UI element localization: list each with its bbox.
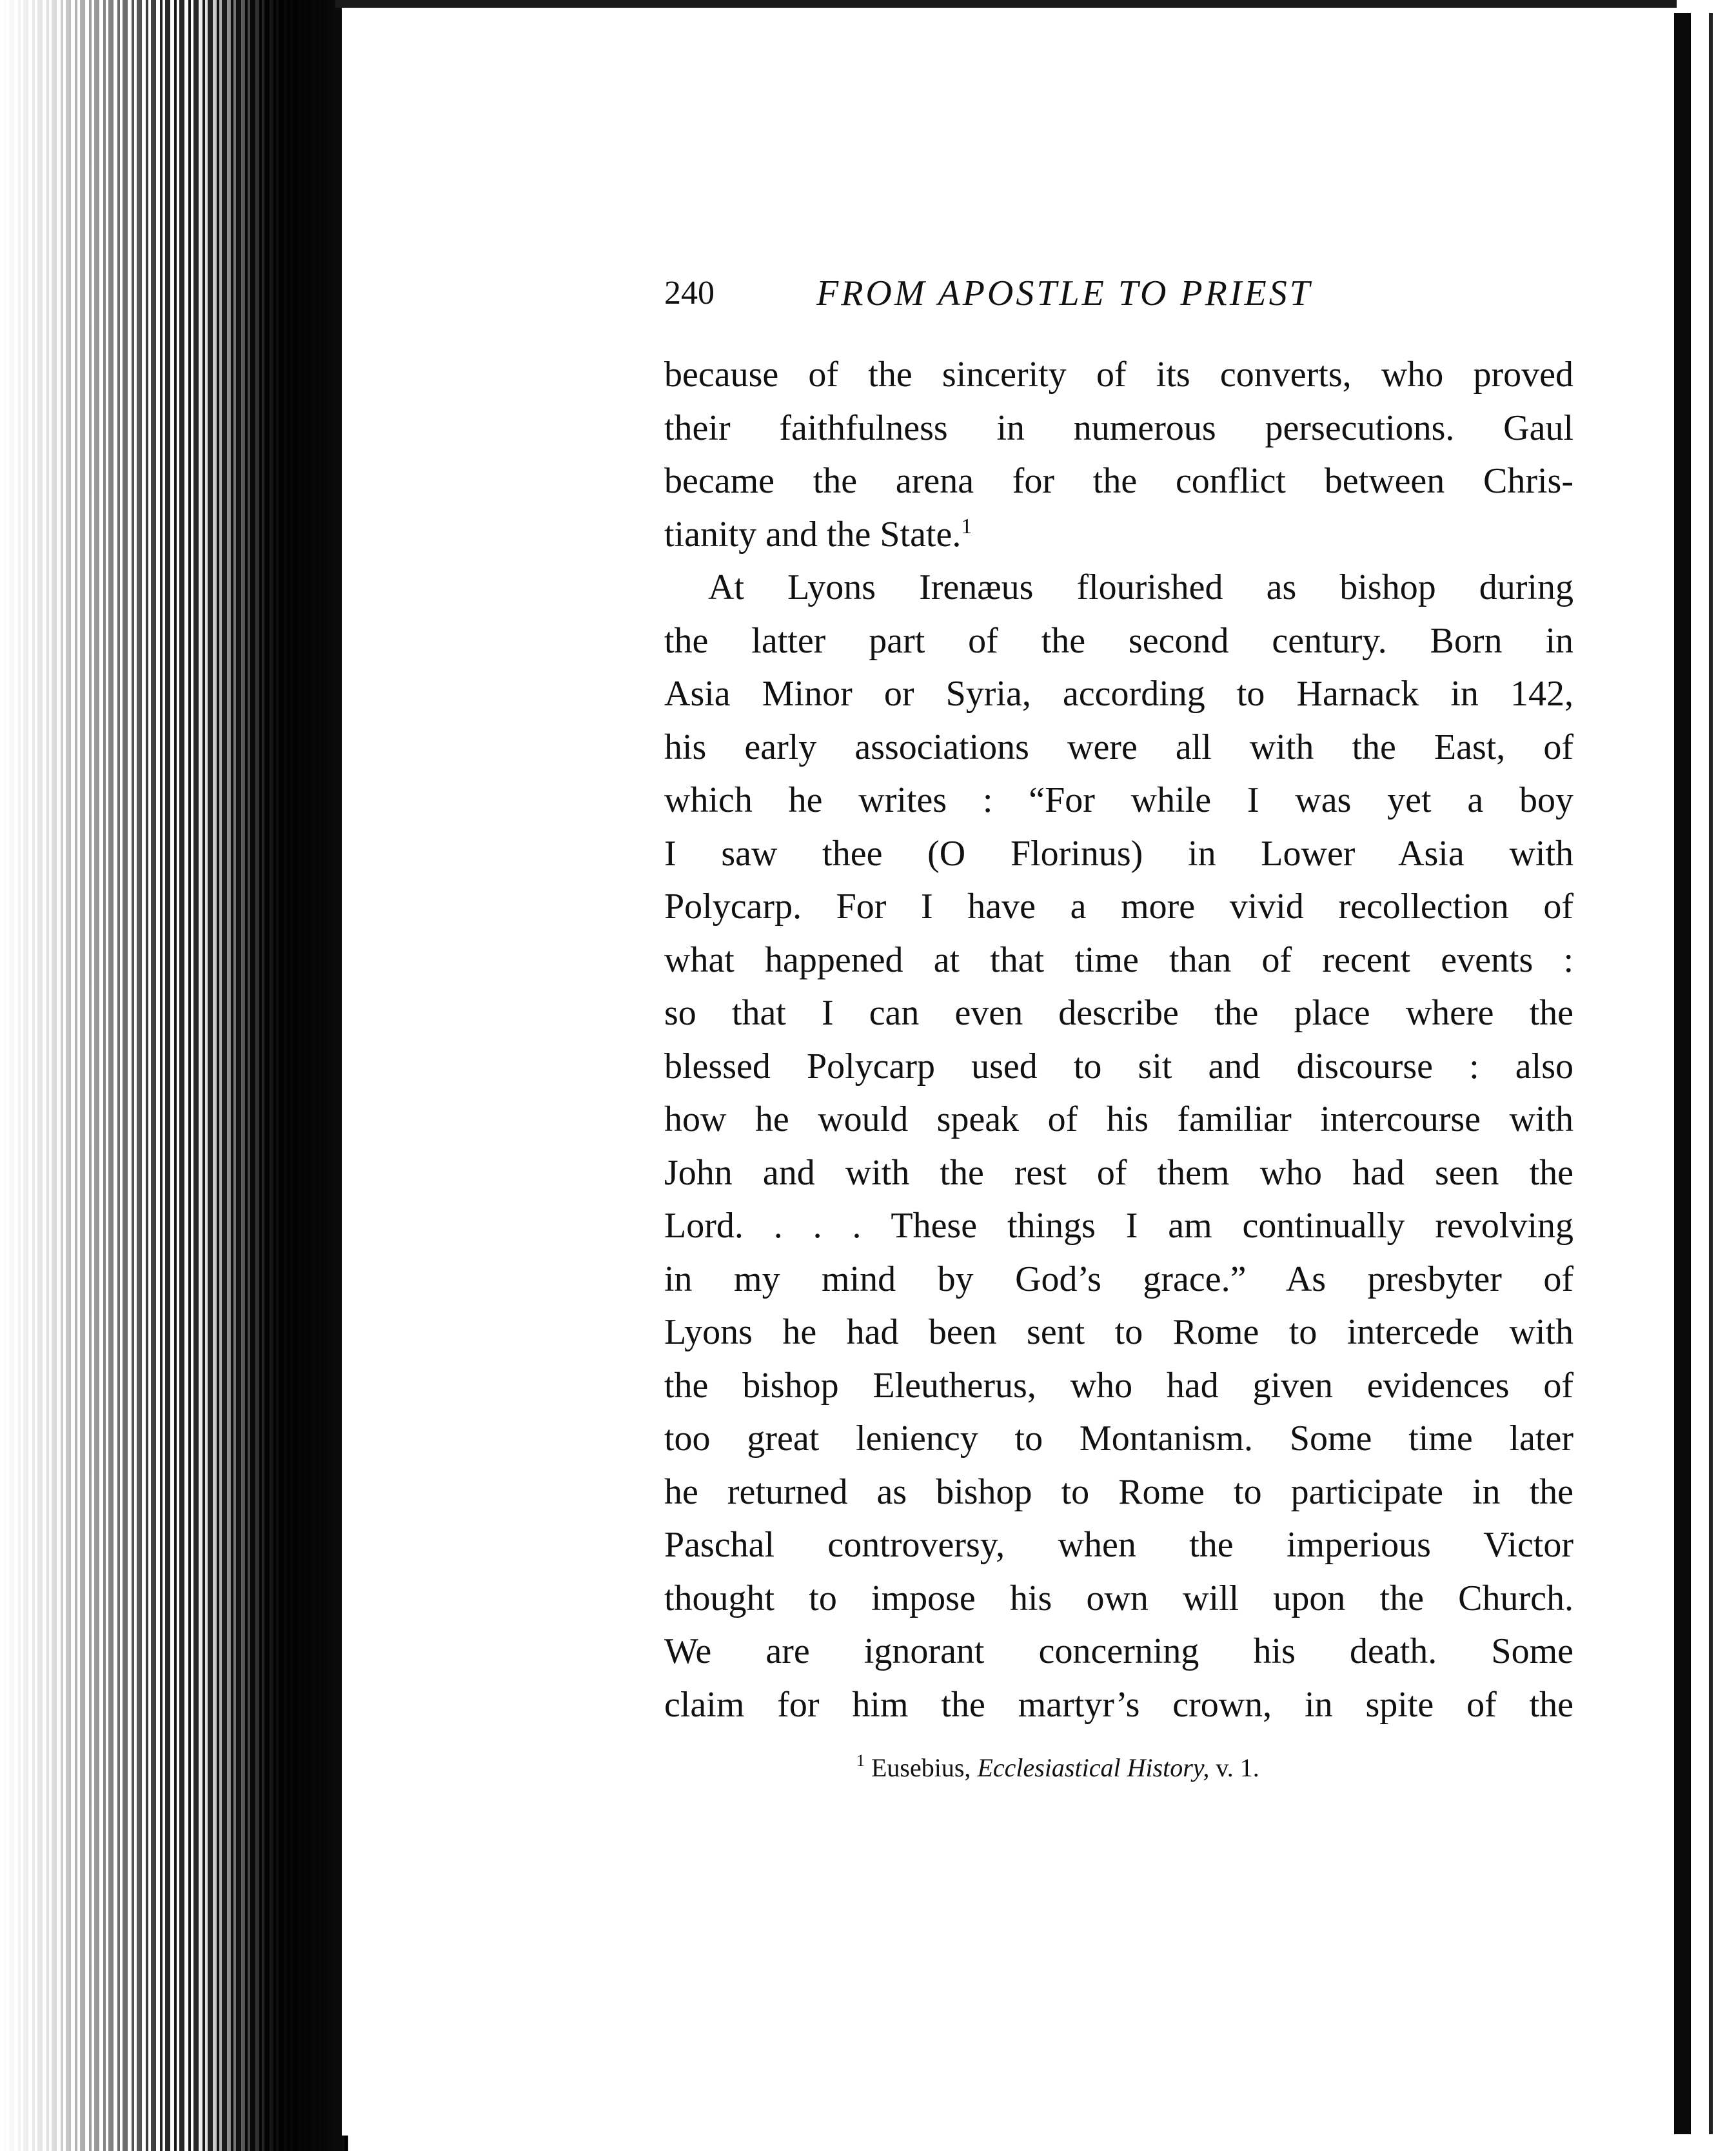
footnote-work-title: Ecclesiastical History, [977,1753,1210,1782]
footnote-marker: 1 [961,514,972,538]
text-line: Polycarp. For I have a more vivid recollection of [664,887,1573,927]
text-line: claim for him the martyr’s crown, in spite of the [664,1684,1573,1725]
text-line: their faithfulness in numerous persecutions. Gaul [664,408,1573,448]
text-line: Paschal controversy, when the imperious Victor [664,1525,1573,1565]
text-line: thought to impose his own will upon the Church. [664,1578,1573,1618]
body-text [664,348,1573,1731]
page-number: 240 [664,275,715,311]
text-line: because of the sincerity of its converts, who proved [664,355,1573,395]
right-edge-line [1709,13,1713,2134]
text-line-content: tianity and the State. [664,514,962,555]
text-line: which he writes : “For while I was yet a boy [664,780,1573,820]
text-line: I saw thee (O Florinus) in Lower Asia with [664,833,1573,874]
text-line: too great leniency to Montanism. Some time later [664,1419,1573,1459]
footnote [856,1749,1259,1787]
right-edge-bar [1674,13,1691,2134]
text-line: We are ignorant concerning his death. Some [664,1631,1573,1671]
footnote-number: 1 [856,1751,865,1770]
text-line: so that I can even describe the place where the [664,993,1573,1033]
text-line: blessed Polycarp used to sit and discourse : also [664,1046,1573,1086]
text-line: his early associations were all with the East, of [664,727,1573,767]
book-spine-shadow [193,0,342,2151]
text-line: Lyons he had been sent to Rome to intercede with [664,1312,1573,1352]
top-edge-rule [335,0,1677,8]
text-line: in my mind by God’s grace.” As presbyter of [664,1259,1573,1299]
text-line: became the arena for the conflict between Chris- [664,461,1573,501]
text-line: the bishop Eleutherus, who had given evidences of [664,1365,1573,1406]
text-line [664,508,1573,562]
page-header [664,271,1412,316]
text-line: Lord. . . . These things I am continually revolving [664,1206,1573,1246]
gutter-line [333,0,342,2151]
text-line: Asia Minor or Syria, according to Harnack in 142, [664,674,1573,714]
text-line: he returned as bishop to Rome to participate in the [664,1471,1573,1512]
text-line: the latter part of the second century. Born in [664,620,1573,661]
text-line: what happened at that time than of recent events : [664,939,1573,980]
text-line: John and with the rest of them who had seen the [664,1152,1573,1193]
footnote-author: Eusebius, [871,1753,971,1782]
text-line: At Lyons Irenæus flourished as bishop during [708,567,1573,607]
text-line: how he would speak of his familiar intercourse with [664,1099,1573,1139]
running-title: FROM APOSTLE TO PRIEST [816,273,1312,313]
footnote-reference: v. 1. [1216,1753,1259,1782]
